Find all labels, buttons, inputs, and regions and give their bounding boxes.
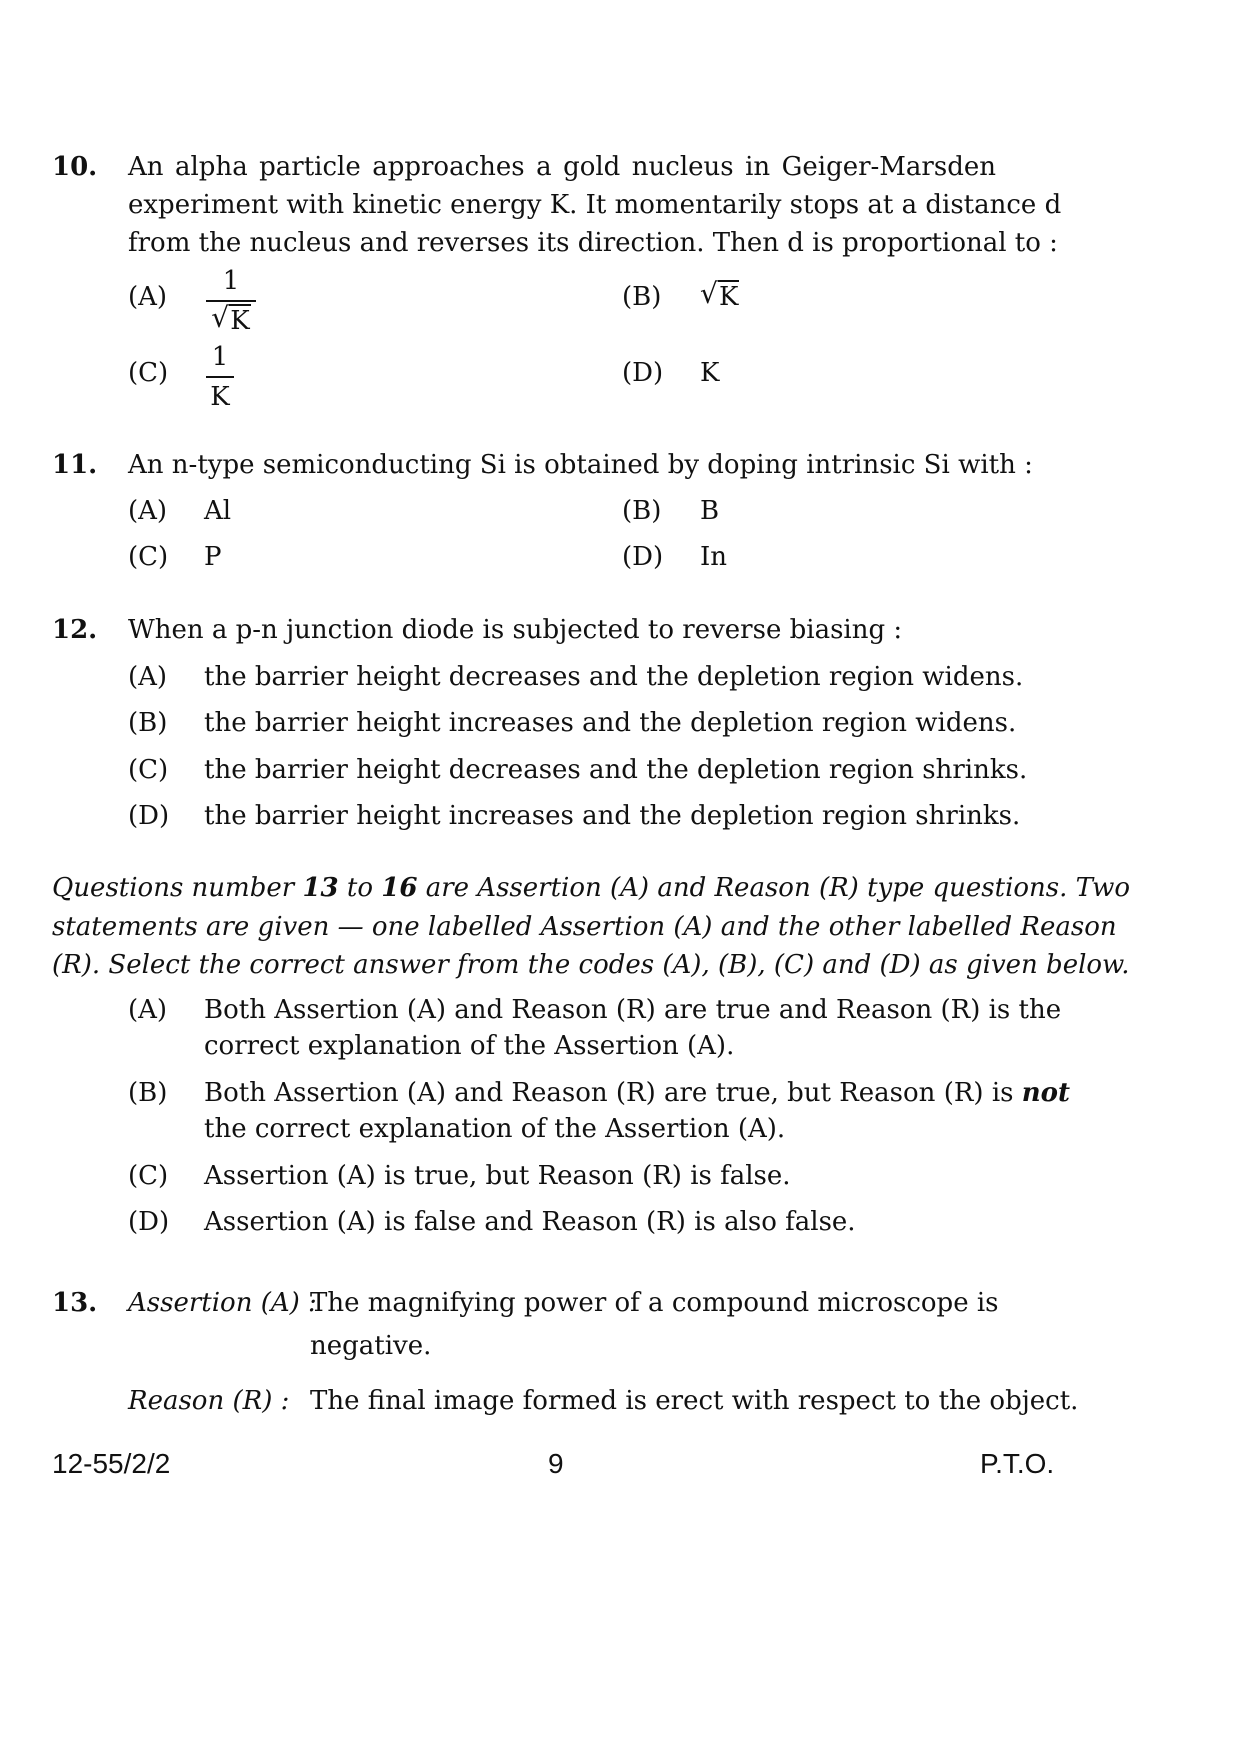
q10-option-a-label: (A) <box>128 282 168 312</box>
instructions-line3: (R). Select the correct answer from the codes (A), (B), (C) and (D) as given below. <box>52 950 1130 980</box>
q11-option-c-text: P <box>204 542 222 572</box>
instructions-line1 <box>52 867 1130 909</box>
instructions-question-start: 13 <box>302 873 339 903</box>
code-b-emphasis: not <box>1021 1078 1071 1108</box>
q10-option-c-fraction <box>206 340 234 414</box>
q10-word: gold <box>563 152 621 182</box>
code-a-line1: Both Assertion (A) and Reason (R) are true and Reason (R) is the <box>204 995 1062 1025</box>
fraction-denominator <box>206 301 256 338</box>
q10-word: particle <box>259 152 361 182</box>
instructions-line2: statements are given — one labelled Assertion (A) and the other labelled Reason <box>52 912 1117 942</box>
sqrt-radicand: K <box>719 282 739 312</box>
q11-option-b-label: (B) <box>622 496 662 526</box>
q13-assertion-line1: The magnifying power of a compound microscope is <box>310 1288 999 1318</box>
q10-word: nucleus <box>631 152 734 182</box>
q10-option-b-label: (B) <box>622 282 662 312</box>
q10-word: Geiger-Marsden <box>781 152 996 182</box>
fraction-denominator: K <box>210 382 230 412</box>
q11-option-d-text: In <box>700 542 728 572</box>
code-b-line2: the correct explanation of the Assertion (A). <box>204 1114 786 1144</box>
q10-option-b-value <box>700 276 739 318</box>
q11-option-b-text: B <box>700 496 720 526</box>
q12-option-a-label: (A) <box>128 662 168 692</box>
instructions-text: are Assertion (A) and Reason (R) type questions. Two <box>417 873 1130 903</box>
q13-assertion-line2: negative. <box>310 1331 432 1361</box>
code-c-label: (C) <box>128 1161 169 1191</box>
sqrt-symbol: √ K <box>700 277 739 312</box>
fraction-numerator: 1 <box>211 342 229 372</box>
sqrt-symbol: √ K <box>211 301 250 336</box>
q12-option-a-text: the barrier height decreases and the depletion region widens. <box>204 662 1024 692</box>
q10-option-c-label: (C) <box>128 358 169 388</box>
q11-option-c-label: (C) <box>128 542 169 572</box>
q12-option-c-label: (C) <box>128 755 169 785</box>
q13-reason-text: The final image formed is erect with respect to the object. <box>310 1386 1079 1416</box>
fraction-bar <box>206 376 234 378</box>
q10-word: approaches <box>372 152 525 182</box>
q13-reason-label: Reason (R) : <box>128 1386 290 1416</box>
q12-option-c-text: the barrier height decreases and the depletion region shrinks. <box>204 755 1028 785</box>
q10-number: 10. <box>52 152 98 182</box>
sqrt-radicand: K <box>230 306 250 336</box>
footer-page-number: 9 <box>548 1448 564 1479</box>
q11-option-a-label: (A) <box>128 496 168 526</box>
code-b-text: Both Assertion (A) and Reason (R) are true, but Reason (R) is <box>204 1078 1022 1108</box>
q12-option-b-label: (B) <box>128 708 168 738</box>
q10-line2: experiment with kinetic energy K. It momentarily stops at a distance d <box>128 190 1062 220</box>
q12-option-b-text: the barrier height increases and the depletion region widens. <box>204 708 1017 738</box>
q10-line3: from the nucleus and reverses its direction. Then d is proportional to : <box>128 228 1058 258</box>
footer-pto: P.T.O. <box>980 1448 1055 1479</box>
instructions-question-end: 16 <box>381 873 418 903</box>
q12-number: 12. <box>52 615 98 645</box>
q10-word: a <box>536 152 552 182</box>
q11-option-d-label: (D) <box>622 542 664 572</box>
q10-word: alpha <box>174 152 248 182</box>
code-b-label: (B) <box>128 1078 168 1108</box>
q10-line1 <box>128 146 996 188</box>
q11-text: An n-type semiconducting Si is obtained by doping intrinsic Si with : <box>128 450 1033 480</box>
code-d-line1: Assertion (A) is false and Reason (R) is also false. <box>204 1207 856 1237</box>
code-c-line1: Assertion (A) is true, but Reason (R) is false. <box>204 1161 791 1191</box>
q10-word: in <box>745 152 771 182</box>
q11-number: 11. <box>52 450 98 480</box>
q13-assertion-label: Assertion (A) : <box>128 1288 317 1318</box>
fraction-numerator: 1 <box>222 266 240 296</box>
q10-option-a-fraction <box>206 264 256 338</box>
code-d-label: (D) <box>128 1207 170 1237</box>
q11-option-a-text: Al <box>204 496 232 526</box>
q12-option-d-text: the barrier height increases and the depletion region shrinks. <box>204 801 1021 831</box>
q10-option-d-label: (D) <box>622 358 664 388</box>
code-a-label: (A) <box>128 995 168 1025</box>
q12-option-d-label: (D) <box>128 801 170 831</box>
instructions-text: Questions number <box>52 873 303 903</box>
footer-paper-code: 12-55/2/2 <box>52 1448 171 1479</box>
q10-word: An <box>128 152 164 182</box>
q10-option-d-value: K <box>700 358 720 388</box>
q12-text: When a p-n junction diode is subjected to reverse biasing : <box>128 615 903 645</box>
instructions-text: to <box>338 873 382 903</box>
code-a-line2: correct explanation of the Assertion (A). <box>204 1031 735 1061</box>
q13-number: 13. <box>52 1288 98 1318</box>
